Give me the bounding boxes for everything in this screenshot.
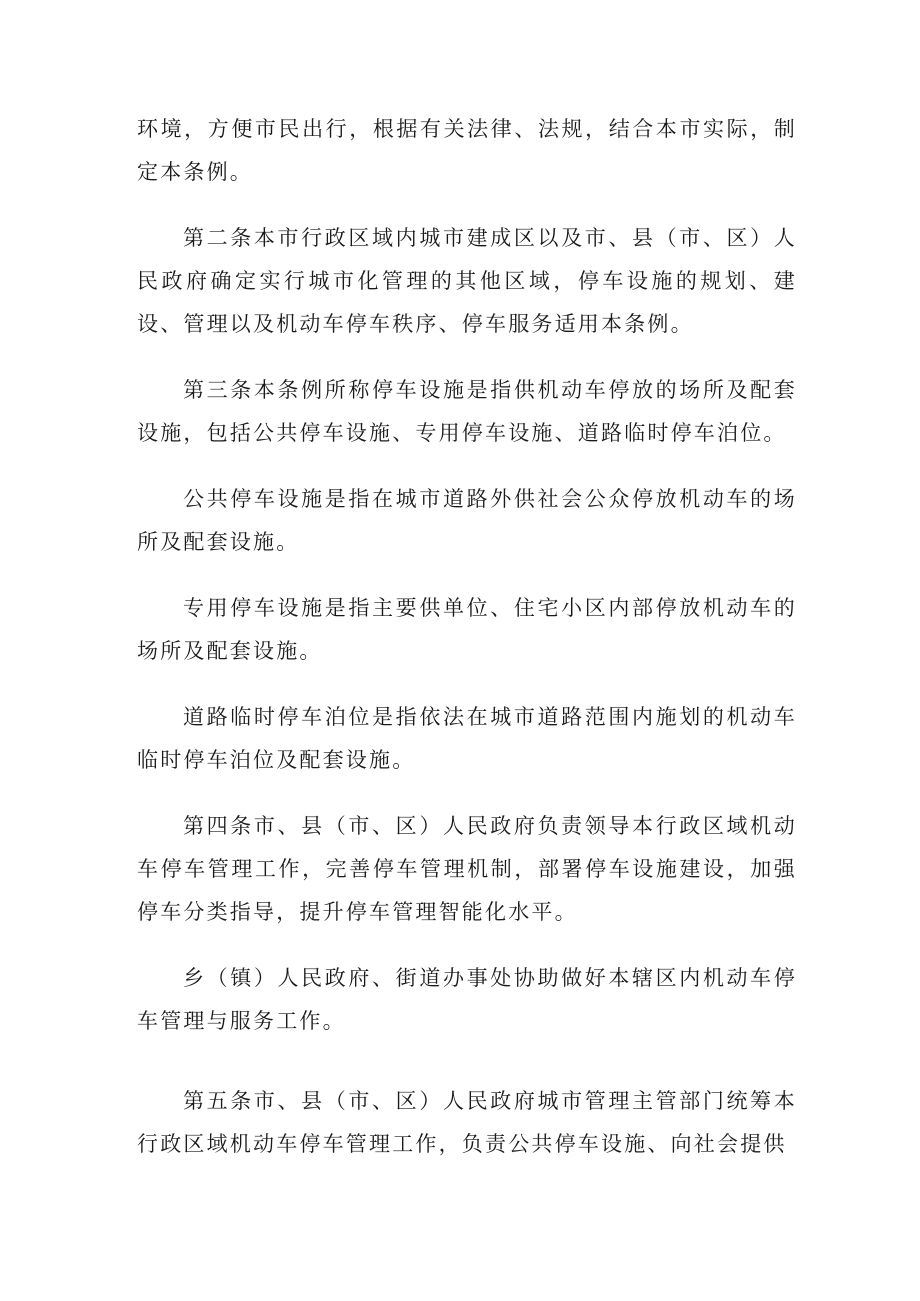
paragraph-article-5: 第五条市、县（市、区）人民政府城市管理主管部门统筹本行政区域机动车停车管理工作，负责公共停车设施、向社会提供 <box>137 1089 797 1156</box>
paragraph-article-2: 第二条本市行政区域内城市建成区以及市、县（市、区）人民政府确定实行城市化管理的其他区域，停车设施的规划、建设、管理以及机动车停车秩序、停车服务适用本条例。 <box>137 226 797 336</box>
paragraph-article-4: 第四条市、县（市、区）人民政府负责领导本行政区域机动车停车管理工作，完善停车管理机制，部署停车设施建设，加强停车分类指导，提升停车管理智能化水平。 <box>137 814 797 924</box>
paragraph-private-parking: 专用停车设施是指主要供单位、住宅小区内部停放机动车的场所及配套设施。 <box>137 596 797 663</box>
paragraph-road-parking: 道路临时停车泊位是指依法在城市道路范围内施划的机动车临时停车泊位及配套设施。 <box>137 705 797 772</box>
paragraph-township: 乡（镇）人民政府、街道办事处协助做好本辖区内机动车停车管理与服务工作。 <box>137 966 797 1033</box>
paragraph-continuation: 环境，方便市民出行，根据有关法律、法规，结合本市实际，制定本条例。 <box>137 117 797 184</box>
paragraph-article-3: 第三条本条例所称停车设施是指供机动车停放的场所及配套设施，包括公共停车设施、专用停车设施、道路临时停车泊位。 <box>137 378 797 445</box>
paragraph-public-parking: 公共停车设施是指在城市道路外供社会公众停放机动车的场所及配套设施。 <box>137 487 797 554</box>
